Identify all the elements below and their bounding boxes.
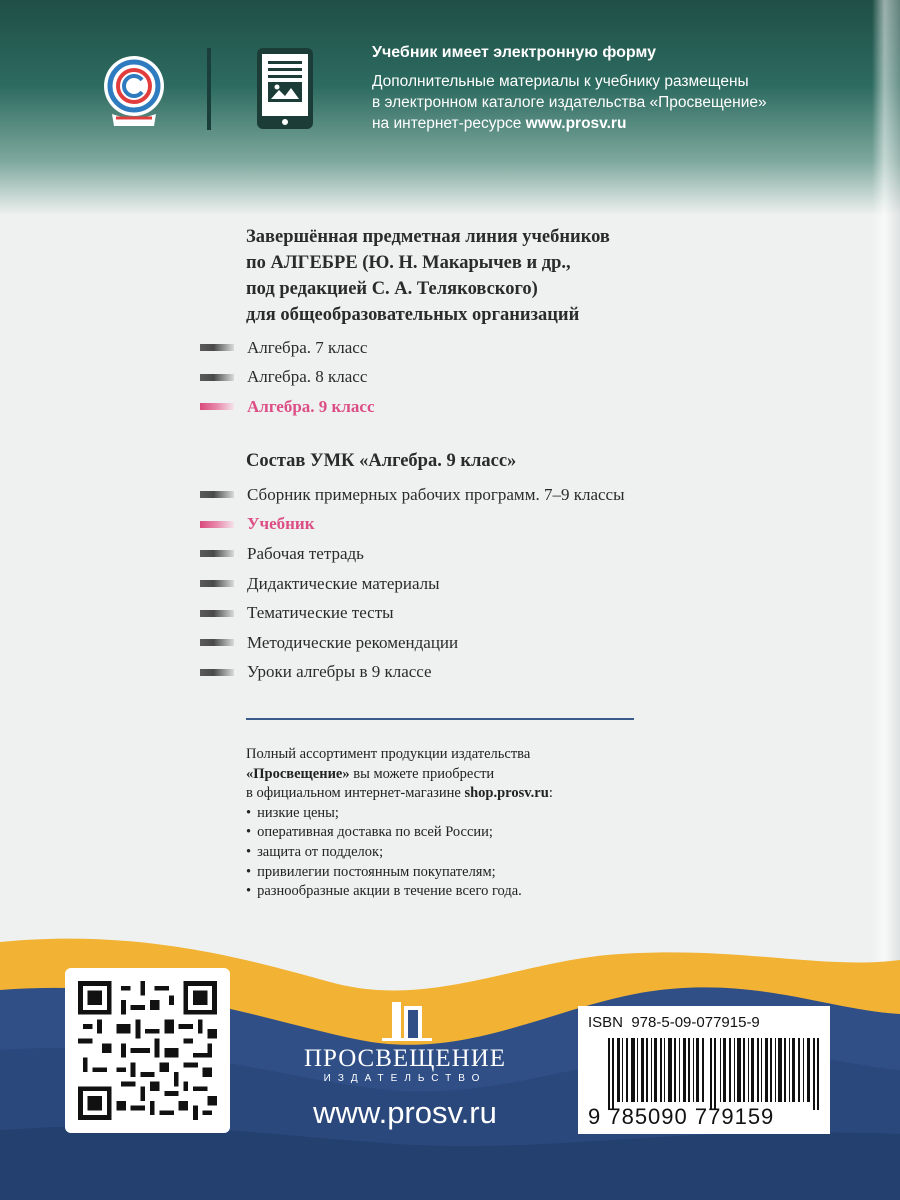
bullet-bar-icon	[200, 491, 234, 498]
shop-benefit: • оперативная доставка по всей России;	[246, 823, 746, 843]
publisher-name: ПРОСВЕЩЕНИЕ	[303, 1045, 507, 1072]
bullet-bar-icon	[200, 344, 234, 351]
qr-code-icon	[78, 981, 217, 1120]
umk-item: Сборник примерных рабочих программ. 7–9 классы	[247, 484, 625, 504]
qr-card	[65, 968, 230, 1133]
shop-site-link[interactable]: shop.prosv.ru	[464, 785, 549, 802]
umk-item-current: Учебник	[247, 514, 315, 534]
shop-benefit: • низкие цены;	[246, 804, 746, 824]
umk-item: Дидактические материалы	[247, 573, 440, 593]
list-item	[200, 510, 840, 540]
list-item	[200, 539, 840, 569]
bullet-bar-icon	[200, 374, 234, 381]
series-heading-line: по АЛГЕБРЕ (Ю. Н. Макарычев и др.,	[246, 253, 571, 273]
umk-item: Рабочая тетрадь	[247, 543, 364, 563]
bullet-bar-icon	[200, 550, 234, 557]
efu-line: в электронном каталоге издательства «Просвещение»	[372, 94, 767, 111]
series-heading-line: под редакцией С. А. Теляковского)	[246, 279, 538, 299]
list-item	[200, 569, 840, 599]
efu-site-link[interactable]: www.prosv.ru	[525, 115, 627, 132]
bullet-bar-icon	[200, 403, 234, 410]
publisher-site-link[interactable]: www.prosv.ru	[313, 1095, 497, 1130]
umk-heading: Состав УМК «Алгебра. 9 класс»	[246, 451, 517, 471]
umk-item: Уроки алгебры в 9 классе	[247, 662, 432, 682]
book-title: Алгебра. 8 класс	[247, 367, 368, 387]
series-book-list	[200, 333, 840, 422]
shop-notice	[246, 745, 746, 902]
header-divider	[207, 48, 211, 130]
bullet-bar-icon	[200, 669, 234, 676]
isbn-number: ISBN 978-5-09-077915-9	[588, 1014, 760, 1031]
list-item	[200, 333, 840, 363]
list-item	[200, 658, 840, 688]
publisher-subtitle: ИЗДАТЕЛЬСТВО	[323, 1073, 487, 1084]
efu-title: Учебник имеет электронную форму	[372, 44, 656, 61]
section-divider	[246, 718, 634, 720]
electronic-form-logo-icon	[98, 52, 170, 132]
bullet-bar-icon	[200, 521, 234, 528]
barcode-digits: 9 785090 779159	[588, 1104, 775, 1129]
efu-line-text: на интернет-ресурсе	[372, 115, 526, 132]
list-item	[200, 598, 840, 628]
shop-publisher-name: «Просвещение»	[246, 765, 350, 782]
efu-line	[372, 113, 852, 134]
barcode-icon	[608, 1038, 820, 1110]
tablet-icon	[255, 46, 315, 131]
series-heading-line: Завершённая предметная линия учебников	[246, 227, 610, 247]
shop-benefit: • привилегии постоянным покупателям;	[246, 863, 746, 883]
shop-line	[246, 784, 746, 804]
efu-line: Дополнительные материалы к учебнику размещены	[372, 73, 749, 90]
series-heading	[246, 224, 826, 328]
shop-line-text: в официальном интернет-магазине	[246, 785, 465, 802]
bullet-bar-icon	[200, 610, 234, 617]
list-item	[200, 628, 840, 658]
bullet-bar-icon	[200, 580, 234, 587]
shop-benefit: • защита от подделок;	[246, 843, 746, 863]
shop-benefit: • разнообразные акции в течение всего года.	[246, 882, 746, 902]
series-heading-line: для общеобразовательных организаций	[246, 305, 580, 325]
electronic-form-notice	[372, 44, 852, 134]
list-item	[200, 392, 840, 422]
publisher-logo-icon	[296, 1000, 516, 1042]
list-item	[200, 363, 840, 393]
shop-line: Полный ассортимент продукции издательства	[246, 746, 531, 762]
umk-item: Методические рекомендации	[247, 632, 459, 652]
book-title-current: Алгебра. 9 класс	[247, 396, 375, 416]
list-item	[200, 480, 840, 510]
umk-item: Тематические тесты	[247, 603, 394, 623]
book-title: Алгебра. 7 класс	[247, 337, 368, 357]
shop-line-text: вы можете приобрести	[349, 765, 495, 782]
shop-line-text: :	[548, 785, 553, 802]
umk-list	[200, 480, 840, 687]
shop-line	[246, 765, 746, 785]
isbn-barcode-card	[578, 1006, 830, 1134]
bullet-bar-icon	[200, 639, 234, 646]
